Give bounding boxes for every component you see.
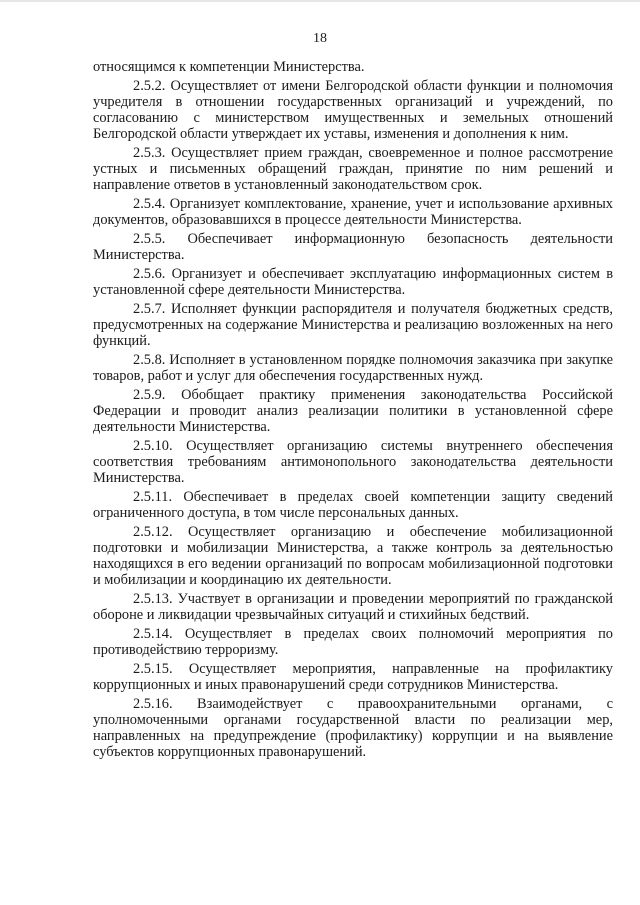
paragraph-2-5-2: 2.5.2. Осуществляет от имени Белгородской области функции и полномочия учредителя в отношении государственных организаций и учреждений, по согласованию с министерством имущественных и земельных отношений Белгородской области утверждает их уставы, изменения и дополнения к ним. [93,78,613,142]
paragraph-2-5-7: 2.5.7. Исполняет функции распорядителя и получателя бюджетных средств, предусмотренных на содержание Министерства и реализацию возложенных на него функций. [93,301,613,349]
paragraph-2-5-8: 2.5.8. Исполняет в установленном порядке полномочия заказчика при закупке товаров, работ и услуг для обеспечения государственных нужд. [93,352,613,384]
scan-edge [0,0,640,2]
paragraph-2-5-11: 2.5.11. Обеспечивает в пределах своей компетенции защиту сведений ограниченного доступа, в том числе персональных данных. [93,489,613,521]
paragraph-2-5-10: 2.5.10. Осуществляет организацию системы внутреннего обеспечения соответствия требованиям антимонопольного законодательства деятельности Министерства. [93,438,613,486]
page-number: 18 [313,31,327,46]
paragraph-2-5-15: 2.5.15. Осуществляет мероприятия, направленные на профилактику коррупционных и иных правонарушений среди сотрудников Министерства. [93,661,613,693]
paragraph-2-5-9: 2.5.9. Обобщает практику применения законодательства Российской Федерации и проводит анализ реализации политики в установленной сфере деятельности Министерства. [93,387,613,435]
document-body [93,59,613,763]
paragraph-2-5-14: 2.5.14. Осуществляет в пределах своих полномочий мероприятия по противодействию терроризму. [93,626,613,658]
paragraph-continuation: относящимся к компетенции Министерства. [93,59,365,75]
paragraph-2-5-5: 2.5.5. Обеспечивает информационную безопасность деятельности Министерства. [93,231,613,263]
paragraph-2-5-13: 2.5.13. Участвует в организации и проведении мероприятий по гражданской обороне и ликвидации чрезвычайных ситуаций и стихийных бедствий. [93,591,613,623]
paragraph-2-5-6: 2.5.6. Организует и обеспечивает эксплуатацию информационных систем в установленной сфере деятельности Министерства. [93,266,613,298]
paragraph-2-5-4: 2.5.4. Организует комплектование, хранение, учет и использование архивных документов, образовавшихся в процессе деятельности Министерства. [93,196,613,228]
paragraph-2-5-16: 2.5.16. Взаимодействует с правоохранительными органами, с уполномоченными органами государственной власти по реализации мер, направленных на предупреждение (профилактику) коррупции и на выявление субъектов коррупционных правонарушений. [93,696,613,760]
paragraph-2-5-3: 2.5.3. Осуществляет прием граждан, своевременное и полное рассмотрение устных и письменных обращений граждан, принятие по ним решений и направление ответов в установленный законодательством срок. [93,145,613,193]
paragraph-2-5-12: 2.5.12. Осуществляет организацию и обеспечение мобилизационной подготовки и мобилизации Министерства, а также контроль за деятельностью находящихся в его ведении организаций по вопросам мобилизационной подготовки и мобилизации и координацию их деятельности. [93,524,613,588]
